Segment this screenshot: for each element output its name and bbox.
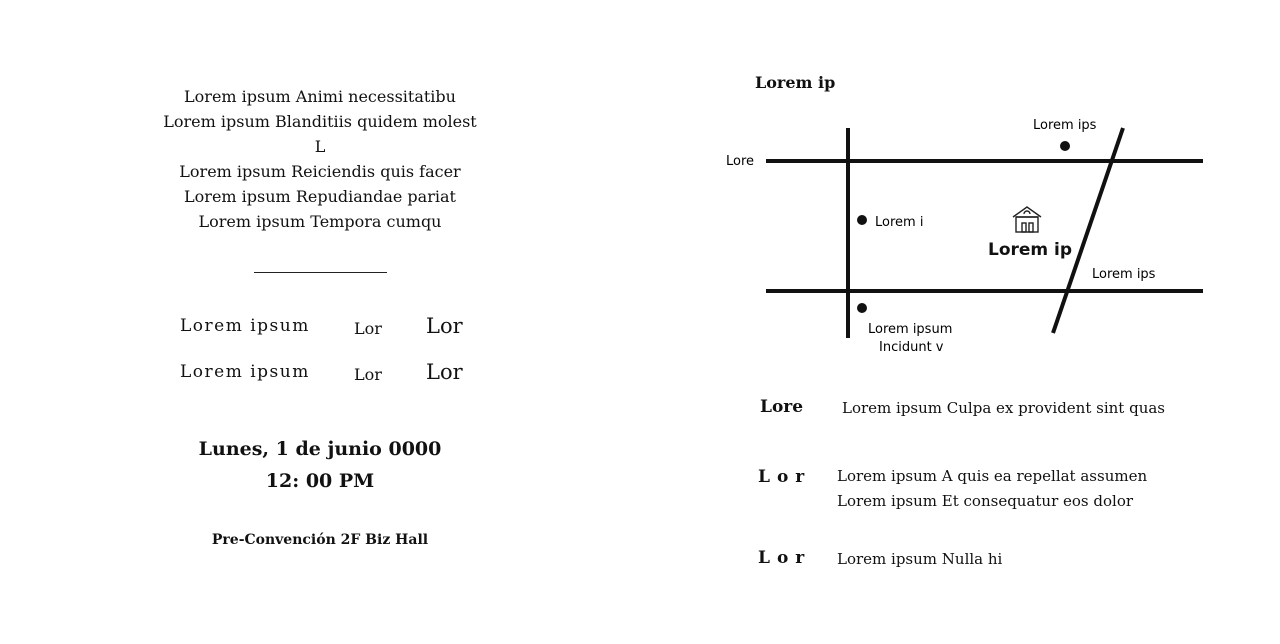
greeting-line: Lorem ipsum Blanditiis quidem molest: [163, 112, 477, 131]
road-diagonal: [1053, 128, 1123, 333]
info-line: Lorem ipsum Et consequatur eos dolor: [837, 492, 1134, 510]
info-text: [842, 396, 1165, 421]
map-label-venue: Lorem ip: [988, 240, 1073, 260]
map-title: Lorem ip: [755, 73, 836, 92]
map-label-bottom-1: Lorem ipsum: [868, 322, 953, 337]
host-name-2: Lor: [426, 314, 463, 338]
host-role: Lorem ipsum: [180, 362, 310, 382]
host-name-1: Lor: [354, 365, 382, 384]
map-label-bottom-2: Incidunt v: [879, 340, 944, 355]
info-line: Lorem ipsum Nulla hi: [837, 550, 1003, 568]
host-name-2: Lor: [426, 360, 463, 384]
greeting-line: Lorem ipsum Reiciendis quis facer: [179, 162, 461, 181]
map-label-left-road: Lore: [726, 154, 755, 169]
host-role: Lorem ipsum: [180, 316, 310, 336]
greeting-line: Lorem ipsum Animi necessitatibu: [184, 87, 456, 106]
info-label: Lor: [758, 548, 812, 568]
greeting-line: Lorem ipsum Repudiandae pariat: [184, 187, 456, 206]
info-text: [837, 464, 1147, 514]
info-label: Lore: [760, 397, 804, 417]
map-point: [857, 215, 867, 225]
greeting-line: Lorem ipsum Tempora cumqu: [198, 212, 442, 231]
greeting-line: L: [314, 137, 326, 156]
map-label-top-right: Lorem ips: [1033, 118, 1097, 133]
building-icon: [1013, 207, 1041, 232]
map-point: [1060, 141, 1070, 151]
host-name-1: Lor: [354, 319, 382, 338]
map-point: [857, 303, 867, 313]
map-label-right-road: Lorem ips: [1092, 267, 1156, 282]
map-label-mid-left: Lorem i: [875, 215, 924, 230]
event-venue: Pre-Convención 2F Biz Hall: [211, 532, 429, 548]
info-line: Lorem ipsum Culpa ex provident sint quas: [842, 399, 1165, 417]
event-date: Lunes, 1 de junio 0000: [198, 438, 442, 460]
event-time: 12: 00 PM: [265, 470, 375, 492]
info-line: Lorem ipsum A quis ea repellat assumen: [837, 467, 1148, 485]
info-label: Lor: [758, 467, 812, 487]
info-text: [837, 547, 1002, 572]
